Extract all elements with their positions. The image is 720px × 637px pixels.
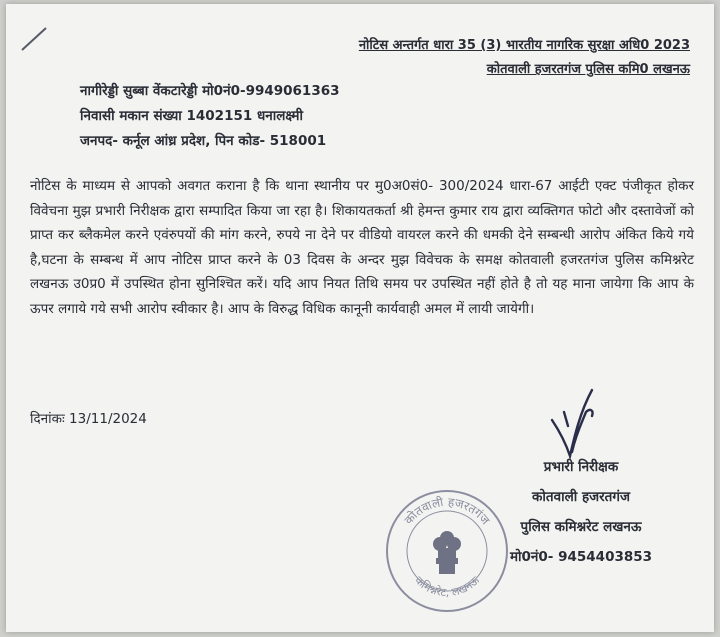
state-emblem-icon: [433, 531, 461, 574]
date-label: दिनांकः: [30, 411, 65, 427]
recipient-name-line: नागीरेड्डी सुब्बा वेंकटारेड्डी मो0नं0-9949061363: [80, 83, 340, 99]
signatory-office: पुलिस कमिश्नरेट लखनऊ: [520, 519, 642, 535]
heading-police-station-line: कोतवाली हजरतगंज पुलिस कमि0 लखनऊ: [486, 62, 690, 77]
signatory-title: प्रभारी निरीक्षक: [543, 459, 619, 475]
svg-text:कमिश्नरेट, लखनऊ: [412, 574, 482, 599]
date-value: 13/11/2024: [69, 411, 147, 427]
seal-text-top: कोतवाली हजरतगंज: [401, 494, 493, 528]
recipient-house-line: निवासी मकान संख्या 1402151 धनालक्ष्मी: [80, 108, 303, 124]
handwritten-signature: [546, 382, 606, 462]
recipient-district-line: जनपद- कर्नूल आंध्र प्रदेश, पिन कोड- 518001: [80, 133, 327, 149]
notice-body: नोटिस के माध्यम से आपको अवगत कराना है कि थाना स्थानीय पर मु0अ0सं0- 300/2024 धारा-67 आईटी एक्ट पंजीकृत होकर विवेचना मुझ प्रभारी निरीक्षक द्वारा सम्पादित किया जा रहा है। शिकायतकर्ता श्री हेमन्त कुमार राय द्वारा व्यक्तिगत फोटो और दस्तावेजों को प्राप्त कर ब्लैकमेल करने एवंरुपयों की मांग करने, रुपये ना देने पर वीडियो वायरल करने की धमकी देने सम्बन्धी आरोप अंकित किये गये है,घटना के सम्बन्ध में आप नोटिस प्राप्त करने के 03 दिवस के अन्दर मुझ विवेचक के समक्ष कोतवाली हजरतगंज पुलिस कमिश्नरेट लखनऊ उ0प्र0 में उपस्थित होना सुनिश्चित करें। यदि आप नियत तिथि समय पर उपस्थित नहीं होते है तो यह माना जायेगा कि आप के ऊपर लगाये गये सभी आरोप स्वीकार है। आप के विरुद्ध विधिक कानूनी कार्यवाही अमल में लायी जायेगी।: [30, 178, 694, 317]
notice-heading: [359, 34, 690, 82]
notice-document: [6, 4, 714, 632]
heading-section-line: नोटिस अन्तर्गत धारा 35 (3) भारतीय नागरिक सुरक्षा अधि0 2023: [358, 38, 690, 53]
notice-date: [30, 409, 147, 427]
recipient-address: [80, 79, 340, 154]
pen-stroke-mark: [20, 24, 50, 54]
signatory-mobile: मो0नं0- 9454403853: [509, 549, 653, 565]
seal-text-bottom: कमिश्नरेट, लखनऊ: [412, 573, 482, 600]
signatory-block: [476, 452, 686, 572]
signatory-station: कोतवाली हजरतगंज: [532, 489, 630, 505]
